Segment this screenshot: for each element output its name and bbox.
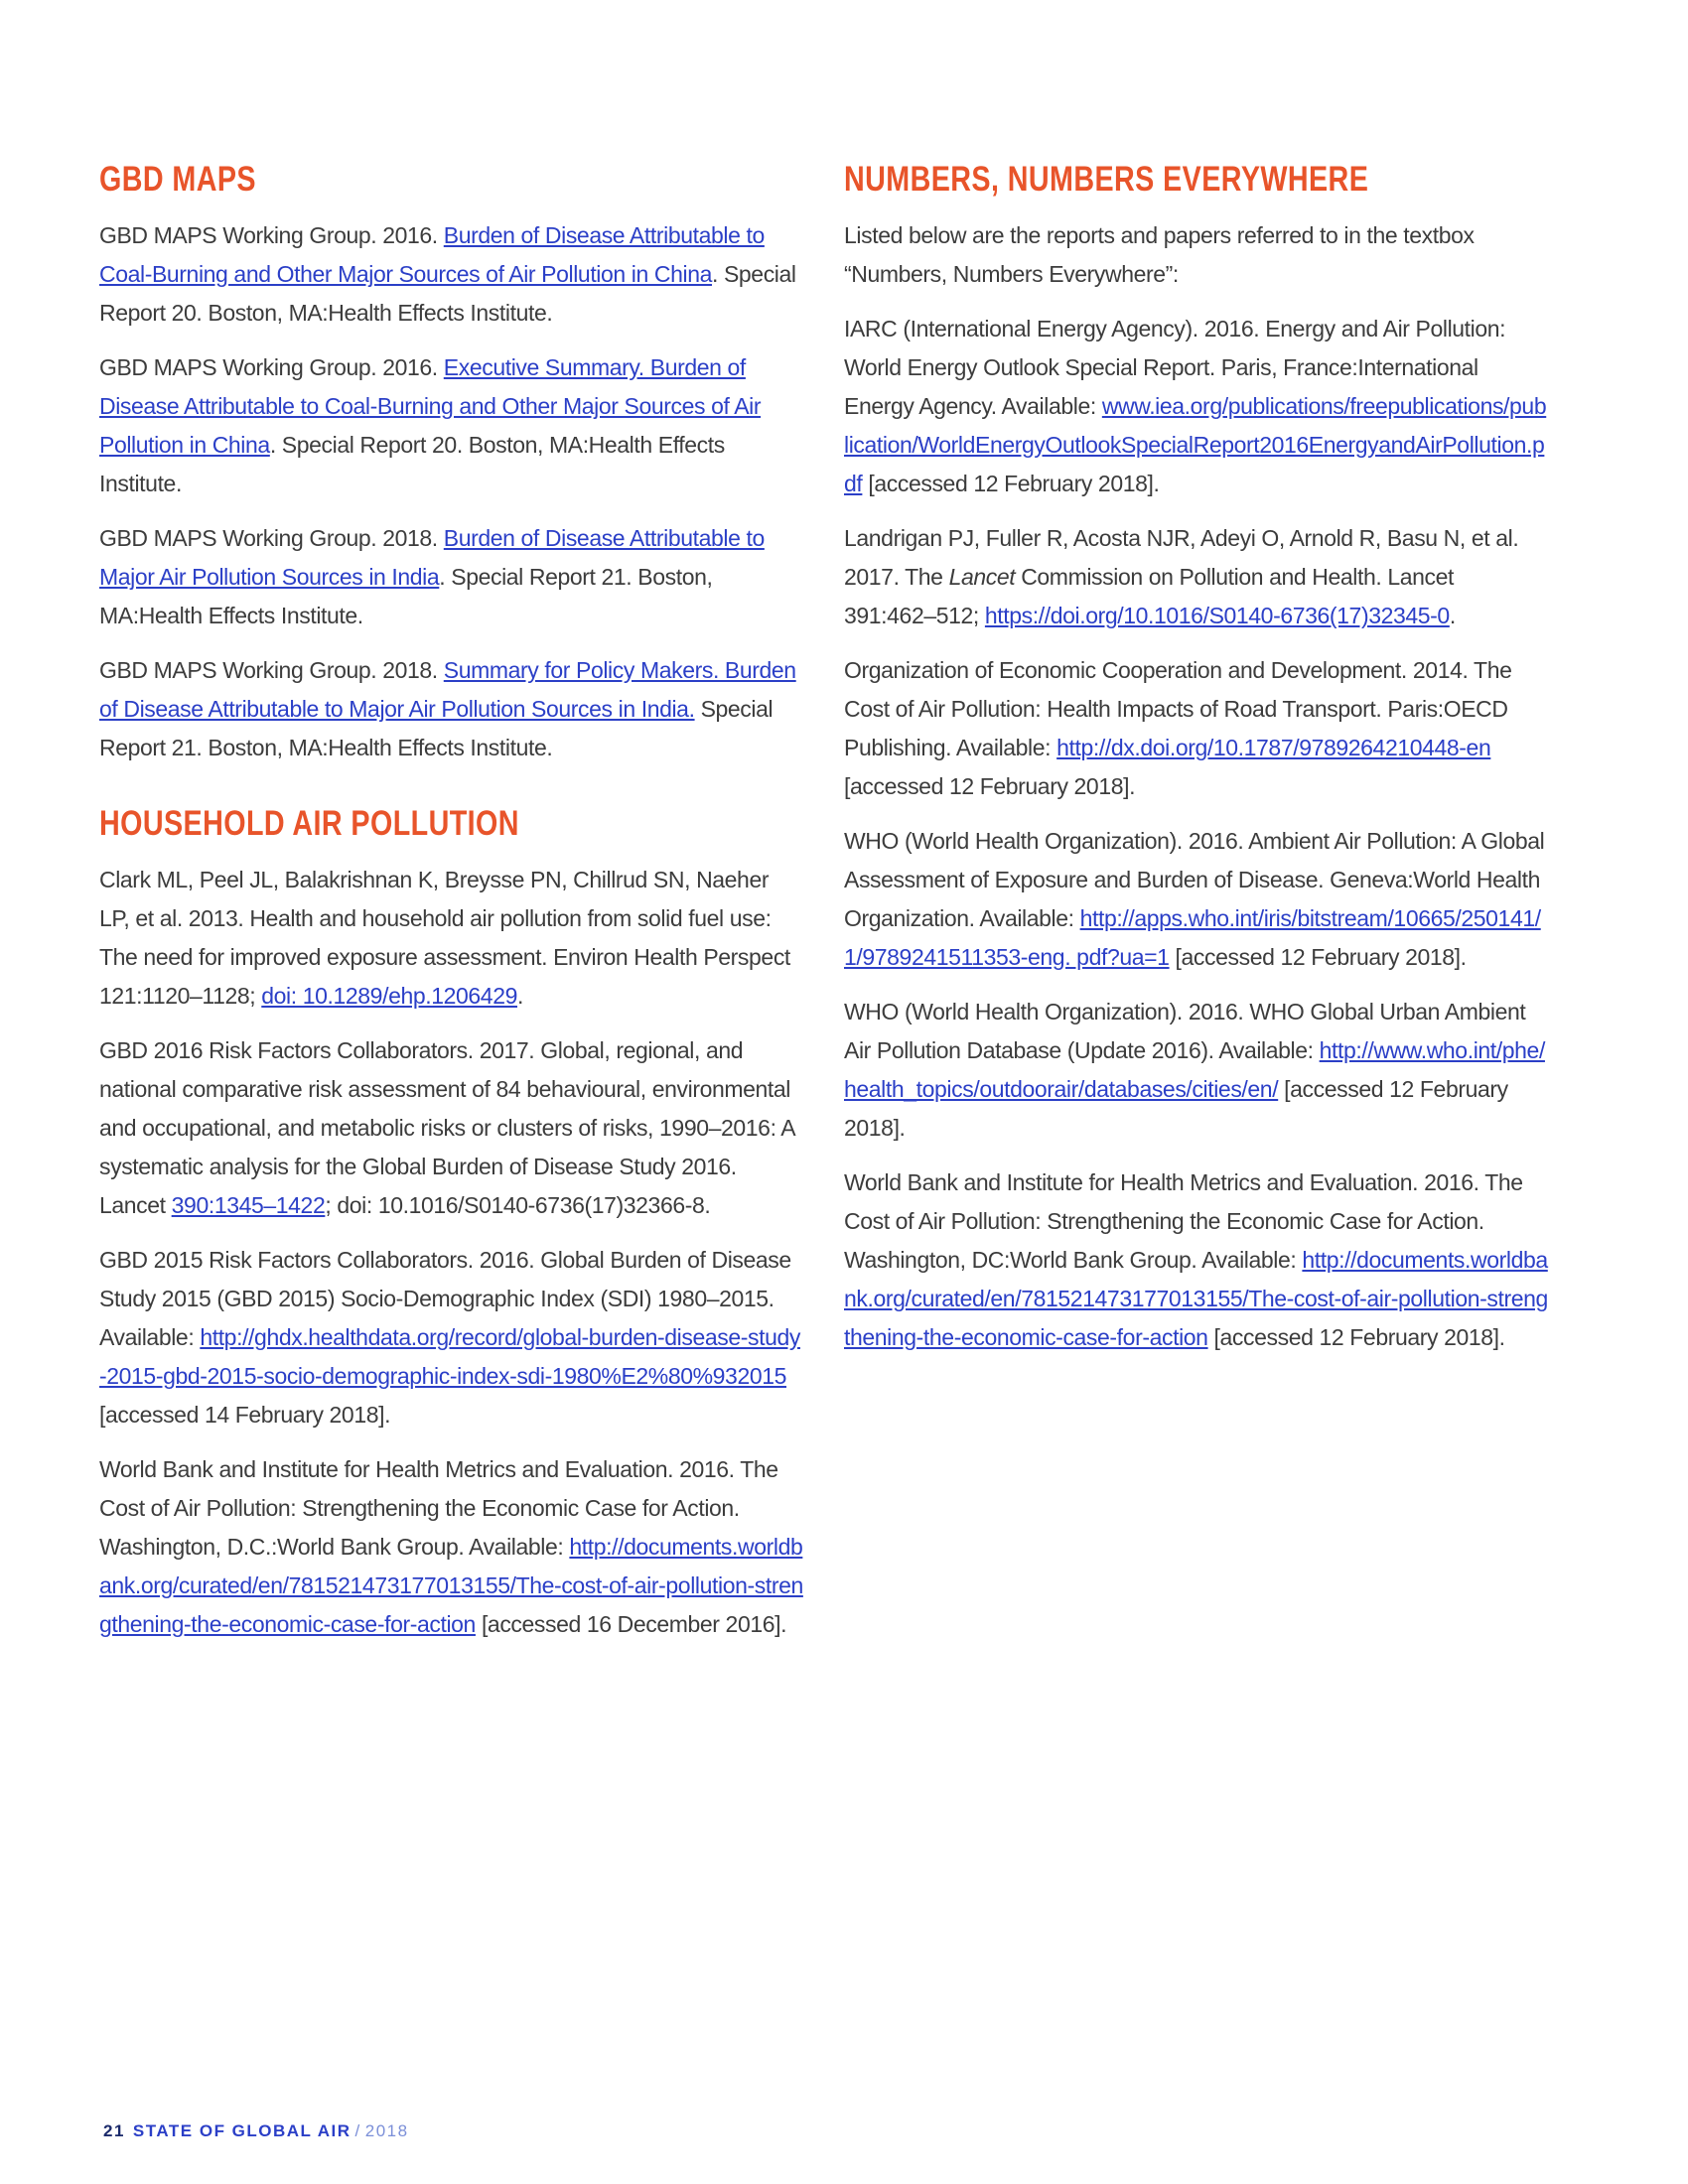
reference-link[interactable]: http://ghdx.healthdata.org/record/global-burden-disease-study-2015-gbd-2015-socio-demographic-index-sdi-1980%E2%80%932015 bbox=[99, 1324, 800, 1389]
reference-item: GBD MAPS Working Group. 2016. Executive Summary. Burden of Disease Attributable to Coal-Burning and Other Major Sources of Air Pollution in China. Special Report 20. Boston, MA:Health Effects Institute. bbox=[99, 354, 762, 496]
reference-link[interactable]: Executive Summary. Burden of Disease Attributable to Coal-Burning and Other Major Sources of Air Pollution in China bbox=[99, 354, 762, 458]
reference-link[interactable]: http://dx.doi.org/10.1787/9789264210448-en bbox=[1056, 735, 1491, 760]
reference-item: GBD MAPS Working Group. 2016. Burden of Disease Attributable to Coal-Burning and Other Major Sources of Air Pollution in China. Special Report 20. Boston, MA:Health Effects Institute. bbox=[99, 222, 796, 326]
reference-link[interactable]: http://apps.who.int/iris/bitstream/10665/250141/1/9789241511353-eng. pdf?ua=1 bbox=[844, 905, 1541, 970]
reference-link[interactable]: http://documents.worldbank.org/curated/en/781521473177013155/The-cost-of-air-pollution-strengthening-the-economic-case-for-action bbox=[99, 1534, 803, 1637]
reference-link[interactable]: Burden of Disease Attributable to Major Air Pollution Sources in India bbox=[99, 525, 765, 590]
reference-item: GBD MAPS Working Group. 2018. Summary for Policy Makers. Burden of Disease Attributable to Major Air Pollution Sources in India. Special Report 21. Boston, MA:Health Effects Institute. bbox=[99, 657, 796, 760]
reference-item: WHO (World Health Organization). 2016. WHO Global Urban Ambient Air Pollution Database (Update 2016). Available: http://www.who.int/phe/health_topics/outdoorair/databases/cities/en/ [accessed 12 February 2018]. bbox=[844, 999, 1545, 1141]
intro-paragraph: Listed below are the reports and papers referred to in the textbox “Numbers, Numbers Everywhere”: bbox=[844, 222, 1475, 287]
publication-title: STATE OF GLOBAL AIR bbox=[132, 2121, 352, 2140]
reference-item: GBD 2015 Risk Factors Collaborators. 2016. Global Burden of Disease Study 2015 (GBD 2015) Socio-Demographic Index (SDI) 1980–2015. Available: http://ghdx.healthdata.org/record/global-burden-disease-study-2015-gbd-2015-socio-demographic-index-sdi-1980%E2%80%932015 [accessed 14 February 2018]. bbox=[99, 1247, 800, 1428]
page-footer bbox=[103, 2121, 409, 2141]
reference-item: World Bank and Institute for Health Metrics and Evaluation. 2016. The Cost of Air Pollution: Strengthening the Economic Case for Action. Washington, D.C.:World Bank Group. Available: http://documents.worldbank.org/curated/en/781521473177013155/The-cost-of-air-pollution-strengthening-the-economic-case-for-action [accessed 16 December 2016]. bbox=[99, 1456, 803, 1637]
section-title-numbers-everywhere: NUMBERS, NUMBERS EVERYWHERE bbox=[844, 160, 1369, 199]
reference-item: World Bank and Institute for Health Metrics and Evaluation. 2016. The Cost of Air Pollution: Strengthening the Economic Case for Action. Washington, DC:World Bank Group. Available: http://documents.worldbank.org/curated/en/781521473177013155/The-cost-of-air-pollution-strengthening-the-economic-case-for-action [accessed 12 February 2018]. bbox=[844, 1169, 1548, 1350]
section-title-household-air-pollution: HOUSEHOLD AIR POLLUTION bbox=[99, 804, 519, 843]
reference-item: Landrigan PJ, Fuller R, Acosta NJR, Adeyi O, Arnold R, Basu N, et al. 2017. The Lancet Commission on Pollution and Health. Lancet 391:462–512; https://doi.org/10.1016/S0140-6736(17)32345-0. bbox=[844, 525, 1519, 628]
reference-link[interactable]: Summary for Policy Makers. Burden of Disease Attributable to Major Air Pollution Sources in India. bbox=[99, 657, 796, 722]
reference-item: Organization of Economic Cooperation and Development. 2014. The Cost of Air Pollution: Health Impacts of Road Transport. Paris:OECD Publishing. Available: http://dx.doi.org/10.1787/9789264210448-en [accessed 12 February 2018]. bbox=[844, 657, 1512, 799]
reference-link[interactable]: http://documents.worldbank.org/curated/en/781521473177013155/The-cost-of-air-pollution-strengthening-the-economic-case-for-action bbox=[844, 1247, 1548, 1350]
page-number: 21 bbox=[103, 2121, 125, 2140]
footer-separator: / bbox=[354, 2121, 361, 2140]
reference-item: IARC (International Energy Agency). 2016. Energy and Air Pollution: World Energy Outlook Special Report. Paris, France:International Energy Agency. Available: www.iea.org/publications/freepublications/publication/WorldEnergyOutlookSpecialReport2016EnergyandAirPollution.pdf [accessed 12 February 2018]. bbox=[844, 316, 1547, 496]
reference-link[interactable]: https://doi.org/10.1016/S0140-6736(17)32345-0 bbox=[984, 603, 1450, 628]
publication-year: 2018 bbox=[364, 2121, 409, 2140]
reference-item: GBD 2016 Risk Factors Collaborators. 2017. Global, regional, and national comparative risk assessment of 84 behavioural, environmental and occupational, and metabolic risks or clusters of risks, 1990–2016: A systematic analysis for the Global Burden of Disease Study 2016. Lancet 390:1345–1422; doi: 10.1016/S0140-6736(17)32366-8. bbox=[99, 1037, 794, 1218]
reference-link[interactable]: doi: 10.1289/ehp.1206429 bbox=[261, 983, 517, 1009]
reference-item: GBD MAPS Working Group. 2018. Burden of Disease Attributable to Major Air Pollution Sources in India. Special Report 21. Boston, MA:Health Effects Institute. bbox=[99, 525, 765, 628]
reference-item: WHO (World Health Organization). 2016. Ambient Air Pollution: A Global Assessment of Exposure and Burden of Disease. Geneva:World Health Organization. Available: http://apps.who.int/iris/bitstream/10665/250141/1/9789241511353-eng. pdf?ua=1 [accessed 12 February 2018]. bbox=[844, 828, 1545, 970]
reference-link[interactable]: http://www.who.int/phe/health_topics/outdoorair/databases/cities/en/ bbox=[844, 1037, 1545, 1102]
reference-link[interactable]: Burden of Disease Attributable to Coal-Burning and Other Major Sources of Air Pollution in China bbox=[99, 222, 765, 287]
reference-link[interactable]: 390:1345–1422 bbox=[171, 1192, 326, 1218]
reference-item: Clark ML, Peel JL, Balakrishnan K, Breysse PN, Chillrud SN, Naeher LP, et al. 2013. Health and household air pollution from solid fuel use: The need for improved exposure assessment. Environ Health Perspect 121:1120–1128; doi: 10.1289/ehp.1206429. bbox=[99, 867, 790, 1009]
reference-link[interactable]: www.iea.org/publications/freepublications/publication/WorldEnergyOutlookSpecialReport2016EnergyandAirPollution.pdf bbox=[844, 393, 1547, 496]
right-column bbox=[844, 159, 1549, 1373]
left-column bbox=[99, 159, 804, 1660]
section-title-gbd-maps: GBD MAPS bbox=[99, 160, 256, 199]
